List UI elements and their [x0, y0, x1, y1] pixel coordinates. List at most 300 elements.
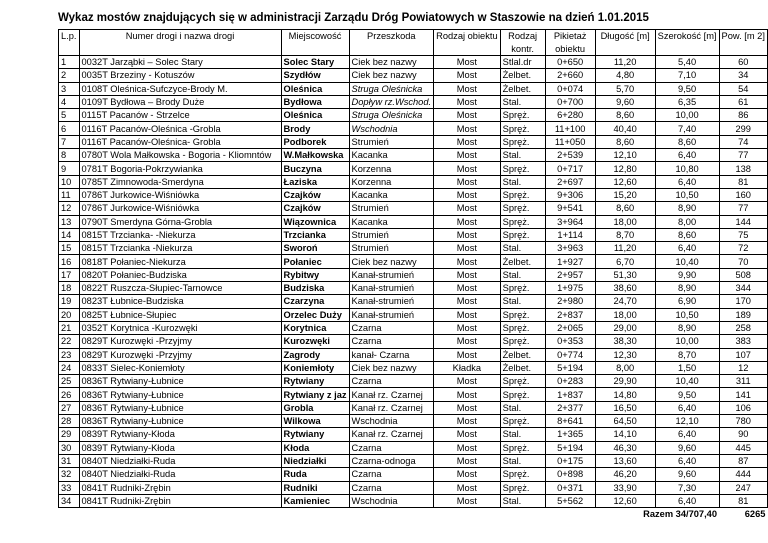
cell-object-type: Most [434, 175, 501, 188]
cell-lp: 9 [59, 162, 80, 175]
cell-width: 8,90 [655, 202, 719, 215]
cell-width: 9,90 [655, 268, 719, 281]
cell-area: 34 [719, 69, 767, 82]
cell-area: 54 [719, 82, 767, 95]
cell-construction-type: Stal. [500, 95, 545, 108]
cell-width: 12,10 [655, 415, 719, 428]
cell-length: 12,10 [595, 149, 655, 162]
cell-length: 13,60 [595, 454, 655, 467]
cell-width: 6,40 [655, 401, 719, 414]
cell-object-type: Most [434, 308, 501, 321]
cell-construction-type: Spręż. [500, 228, 545, 241]
cell-construction-type: Stal. [500, 149, 545, 162]
cell-obstacle: Korzenna [349, 175, 434, 188]
cell-width: 9,60 [655, 441, 719, 454]
cell-length: 18,00 [595, 308, 655, 321]
header-chainage-2: obiektu [545, 43, 595, 56]
table-row [59, 82, 768, 95]
header-obstacle: Przeszkoda [349, 30, 434, 43]
table-row [59, 454, 768, 467]
cell-construction-type: Spręż. [500, 109, 545, 122]
cell-construction-type: Stal. [500, 428, 545, 441]
cell-locality: Rybitwy [281, 268, 349, 281]
table-row [59, 415, 768, 428]
cell-road: 0786T Jurkowice-Wiśniówka [79, 188, 281, 201]
cell-locality: Oleśnica [281, 109, 349, 122]
cell-obstacle: Czarna [349, 441, 434, 454]
cell-area: 141 [719, 388, 767, 401]
cell-width: 10,50 [655, 188, 719, 201]
cell-road: 0833T Sielec-Koniemłoty [79, 361, 281, 374]
cell-obstacle: Czarna [349, 468, 434, 481]
cell-area: 70 [719, 255, 767, 268]
cell-lp: 23 [59, 348, 80, 361]
cell-obstacle: Strumień [349, 242, 434, 255]
cell-width: 5,40 [655, 56, 719, 69]
cell-length: 38,30 [595, 335, 655, 348]
cell-obstacle: Strumień [349, 135, 434, 148]
cell-length: 33,90 [595, 481, 655, 494]
cell-road: 0032T Jarząbki – Solec Stary [79, 56, 281, 69]
cell-construction-type: Stal. [500, 268, 545, 281]
cell-object-type: Most [434, 109, 501, 122]
cell-chainage: 0+898 [545, 468, 595, 481]
cell-obstacle: Wschodnia [349, 494, 434, 507]
cell-construction-type: Żelbet. [500, 361, 545, 374]
cell-lp: 17 [59, 268, 80, 281]
cell-road: 0839T Rytwiany-Kłoda [79, 441, 281, 454]
cell-construction-type: Spręż. [500, 162, 545, 175]
header-width: Szerokość [m] [655, 30, 719, 43]
cell-chainage: 2+697 [545, 175, 595, 188]
cell-chainage: 2+660 [545, 69, 595, 82]
cell-area: 106 [719, 401, 767, 414]
table-row [59, 149, 768, 162]
table-row [59, 162, 768, 175]
cell-area: 87 [719, 454, 767, 467]
cell-length: 8,70 [595, 228, 655, 241]
cell-width: 8,60 [655, 135, 719, 148]
cell-length: 24,70 [595, 295, 655, 308]
cell-obstacle: Kanał rz. Czarnej [349, 388, 434, 401]
cell-locality: Połaniec [281, 255, 349, 268]
cell-locality: Orzelec Duży [281, 308, 349, 321]
cell-object-type: Most [434, 375, 501, 388]
cell-width: 8,60 [655, 228, 719, 241]
cell-length: 14,10 [595, 428, 655, 441]
cell-construction-type: Spręż. [500, 188, 545, 201]
cell-road: 0116T Pacanów-Oleśnica- Grobla [79, 135, 281, 148]
cell-width: 10,00 [655, 335, 719, 348]
cell-length: 12,30 [595, 348, 655, 361]
cell-chainage: 1+837 [545, 388, 595, 401]
cell-road: 0790T Smerdyna Górna-Grobla [79, 215, 281, 228]
cell-chainage: 2+980 [545, 295, 595, 308]
cell-locality: Trzcianka [281, 228, 349, 241]
cell-road: 0820T Połaniec-Budziska [79, 268, 281, 281]
cell-lp: 8 [59, 149, 80, 162]
cell-chainage: 11+050 [545, 135, 595, 148]
cell-road: 0109T Bydłowa – Brody Duże [79, 95, 281, 108]
cell-lp: 12 [59, 202, 80, 215]
cell-construction-type: Żelbet. [500, 348, 545, 361]
cell-object-type: Most [434, 69, 501, 82]
cell-road: 0785T Zimnowoda-Smerdyna [79, 175, 281, 188]
cell-length: 40,40 [595, 122, 655, 135]
cell-width: 10,80 [655, 162, 719, 175]
table-row [59, 135, 768, 148]
cell-object-type: Most [434, 348, 501, 361]
cell-construction-type: Spręż. [500, 122, 545, 135]
cell-locality: Kamieniec [281, 494, 349, 507]
cell-road: 0780T Wola Małkowska - Bogoria - Kliomntów [79, 149, 281, 162]
cell-object-type: Most [434, 95, 501, 108]
cell-object-type: Most [434, 135, 501, 148]
cell-obstacle: Kacanka [349, 188, 434, 201]
cell-lp: 16 [59, 255, 80, 268]
cell-length: 38,60 [595, 282, 655, 295]
cell-obstacle: Ciek bez nazwy [349, 69, 434, 82]
cell-area: 170 [719, 295, 767, 308]
cell-object-type: Most [434, 494, 501, 507]
table-row [59, 242, 768, 255]
table-row [59, 321, 768, 334]
cell-length: 12,60 [595, 175, 655, 188]
cell-chainage: 0+074 [545, 82, 595, 95]
cell-road: 0836T Rytwiany-Łubnice [79, 401, 281, 414]
table-header-row [59, 30, 768, 43]
cell-length: 11,20 [595, 242, 655, 255]
cell-construction-type: Spręż. [500, 282, 545, 295]
cell-area: 138 [719, 162, 767, 175]
cell-obstacle: Kacanka [349, 149, 434, 162]
table-row [59, 428, 768, 441]
cell-width: 6,40 [655, 175, 719, 188]
cell-area: 247 [719, 481, 767, 494]
cell-road: 0823T Łubnice-Budziska [79, 295, 281, 308]
cell-road: 0839T Rytwiany-Kłoda [79, 428, 281, 441]
cell-chainage: 2+957 [545, 268, 595, 281]
table-row [59, 468, 768, 481]
cell-construction-type: Stal. [500, 401, 545, 414]
table-body [59, 56, 768, 508]
cell-construction-type: Spręż. [500, 481, 545, 494]
cell-chainage: 6+280 [545, 109, 595, 122]
cell-chainage: 1+927 [545, 255, 595, 268]
cell-chainage: 0+353 [545, 335, 595, 348]
cell-road: 0836T Rytwiany-Łubnice [79, 415, 281, 428]
cell-object-type: Most [434, 282, 501, 295]
cell-obstacle: Ciek bez nazwy [349, 56, 434, 69]
cell-lp: 20 [59, 308, 80, 321]
cell-length: 12,80 [595, 162, 655, 175]
cell-area: 508 [719, 268, 767, 281]
cell-construction-type: Spręż. [500, 202, 545, 215]
table-row [59, 255, 768, 268]
table-header-row-2 [59, 43, 768, 56]
table-row [59, 202, 768, 215]
cell-length: 51,30 [595, 268, 655, 281]
cell-object-type: Most [434, 295, 501, 308]
cell-obstacle: Kanał-strumień [349, 268, 434, 281]
cell-object-type: Most [434, 321, 501, 334]
cell-area: 86 [719, 109, 767, 122]
table-row [59, 69, 768, 82]
cell-object-type: Kładka [434, 361, 501, 374]
cell-locality: Wilkowa [281, 415, 349, 428]
cell-object-type: Most [434, 242, 501, 255]
header-lp: L.p. [59, 30, 80, 43]
cell-lp: 28 [59, 415, 80, 428]
cell-locality: Brody [281, 122, 349, 135]
cell-area: 77 [719, 202, 767, 215]
cell-construction-type: Spręż. [500, 335, 545, 348]
cell-lp: 24 [59, 361, 80, 374]
cell-length: 11,20 [595, 56, 655, 69]
cell-length: 4,80 [595, 69, 655, 82]
cell-width: 6,40 [655, 149, 719, 162]
cell-locality: Oleśnica [281, 82, 349, 95]
table-row [59, 282, 768, 295]
cell-lp: 25 [59, 375, 80, 388]
cell-chainage: 5+194 [545, 361, 595, 374]
cell-construction-type: Spręż. [500, 441, 545, 454]
cell-lp: 3 [59, 82, 80, 95]
cell-construction-type: Żelbet. [500, 69, 545, 82]
cell-chainage: 0+700 [545, 95, 595, 108]
cell-object-type: Most [434, 268, 501, 281]
cell-object-type: Most [434, 215, 501, 228]
cell-width: 7,10 [655, 69, 719, 82]
header-road: Numer drogi i nazwa drogi [79, 30, 281, 43]
cell-object-type: Most [434, 401, 501, 414]
cell-locality: Szydłów [281, 69, 349, 82]
cell-object-type: Most [434, 481, 501, 494]
cell-locality: Sworoń [281, 242, 349, 255]
cell-width: 9,50 [655, 388, 719, 401]
cell-area: 311 [719, 375, 767, 388]
cell-area: 189 [719, 308, 767, 321]
cell-road: 0829T Kurozwęki -Przyjmy [79, 335, 281, 348]
cell-lp: 5 [59, 109, 80, 122]
cell-chainage: 1+114 [545, 228, 595, 241]
cell-lp: 26 [59, 388, 80, 401]
cell-lp: 4 [59, 95, 80, 108]
cell-road: 0352T Korytnica -Kurozwęki [79, 321, 281, 334]
cell-area: 383 [719, 335, 767, 348]
cell-locality: Czarzyna [281, 295, 349, 308]
total-label: Razem 34/707,40 [643, 509, 718, 520]
cell-width: 6,35 [655, 95, 719, 108]
cell-locality: Kłoda [281, 441, 349, 454]
cell-area: 258 [719, 321, 767, 334]
table-row [59, 175, 768, 188]
cell-locality: Podborek [281, 135, 349, 148]
cell-chainage: 9+306 [545, 188, 595, 201]
cell-area: 72 [719, 242, 767, 255]
cell-construction-type: Żelbet. [500, 82, 545, 95]
cell-length: 8,60 [595, 109, 655, 122]
table-row [59, 348, 768, 361]
table-row [59, 215, 768, 228]
cell-obstacle: Kacanka [349, 215, 434, 228]
cell-locality: Budziska [281, 282, 349, 295]
table-row [59, 188, 768, 201]
cell-lp: 32 [59, 468, 80, 481]
cell-locality: Kurozwęki [281, 335, 349, 348]
cell-obstacle: Czarna [349, 481, 434, 494]
cell-length: 16,50 [595, 401, 655, 414]
cell-width: 6,40 [655, 494, 719, 507]
cell-construction-type: Stal. [500, 295, 545, 308]
table-row [59, 481, 768, 494]
cell-chainage: 5+194 [545, 441, 595, 454]
cell-width: 6,90 [655, 295, 719, 308]
cell-locality: Rytwiany z jaz [281, 388, 349, 401]
cell-length: 8,00 [595, 361, 655, 374]
cell-road: 0825T Łubnice-Słupiec [79, 308, 281, 321]
cell-lp: 10 [59, 175, 80, 188]
cell-lp: 18 [59, 282, 80, 295]
table-row [59, 494, 768, 507]
cell-object-type: Most [434, 441, 501, 454]
cell-locality: Rudniki [281, 481, 349, 494]
cell-construction-type: Spręż. [500, 215, 545, 228]
cell-construction-type: Spręż. [500, 375, 545, 388]
cell-construction-type: Spręż. [500, 321, 545, 334]
cell-road: 0840T Niedziałki-Ruda [79, 468, 281, 481]
cell-object-type: Most [434, 82, 501, 95]
cell-chainage: 8+641 [545, 415, 595, 428]
cell-length: 46,20 [595, 468, 655, 481]
cell-construction-type: Stal. [500, 242, 545, 255]
cell-locality: Solec Stary [281, 56, 349, 69]
cell-length: 8,60 [595, 202, 655, 215]
cell-lp: 21 [59, 321, 80, 334]
cell-chainage: 2+065 [545, 321, 595, 334]
table-row [59, 228, 768, 241]
cell-locality: Ruda [281, 468, 349, 481]
cell-locality: Korytnica [281, 321, 349, 334]
cell-lp: 7 [59, 135, 80, 148]
cell-locality: Rytwiany [281, 428, 349, 441]
cell-locality: Łaziska [281, 175, 349, 188]
cell-object-type: Most [434, 122, 501, 135]
table-row [59, 109, 768, 122]
cell-road: 0786T Jurkowice-Wiśniówka [79, 202, 281, 215]
cell-chainage: 0+717 [545, 162, 595, 175]
cell-area: 81 [719, 175, 767, 188]
cell-construction-type: Spręż. [500, 308, 545, 321]
cell-construction-type: Spręż. [500, 415, 545, 428]
header-construction-type: Rodzaj [500, 30, 545, 43]
cell-chainage: 2+539 [545, 149, 595, 162]
cell-chainage: 3+964 [545, 215, 595, 228]
cell-object-type: Most [434, 428, 501, 441]
table-row [59, 308, 768, 321]
cell-area: 12 [719, 361, 767, 374]
cell-lp: 29 [59, 428, 80, 441]
cell-object-type: Most [434, 415, 501, 428]
cell-road: 0836T Rytwiany-Łubnice [79, 388, 281, 401]
cell-width: 9,60 [655, 468, 719, 481]
cell-object-type: Most [434, 149, 501, 162]
cell-object-type: Most [434, 56, 501, 69]
cell-chainage: 0+650 [545, 56, 595, 69]
cell-width: 8,70 [655, 348, 719, 361]
cell-length: 8,60 [595, 135, 655, 148]
cell-road: 0108T Oleśnica-Sufczyce-Brody M. [79, 82, 281, 95]
cell-object-type: Most [434, 335, 501, 348]
cell-area: 444 [719, 468, 767, 481]
cell-object-type: Most [434, 255, 501, 268]
table-row [59, 401, 768, 414]
cell-object-type: Most [434, 202, 501, 215]
cell-length: 14,80 [595, 388, 655, 401]
cell-road: 0116T Pacanów-Oleśnica -Grobla [79, 122, 281, 135]
cell-area: 144 [719, 215, 767, 228]
table-row [59, 122, 768, 135]
cell-obstacle: Korzenna [349, 162, 434, 175]
cell-road: 0829T Kurozwęki -Przyjmy [79, 348, 281, 361]
cell-lp: 6 [59, 122, 80, 135]
cell-length: 12,60 [595, 494, 655, 507]
cell-road: 0815T Trzcianka -Niekurza [79, 242, 281, 255]
cell-width: 7,40 [655, 122, 719, 135]
cell-construction-type: Spręż. [500, 135, 545, 148]
table-row [59, 295, 768, 308]
cell-obstacle: Struga Oleśnicka [349, 109, 434, 122]
cell-lp: 31 [59, 454, 80, 467]
cell-locality: Czajków [281, 202, 349, 215]
cell-road: 0841T Rudniki-Zrębin [79, 494, 281, 507]
cell-chainage: 11+100 [545, 122, 595, 135]
cell-lp: 15 [59, 242, 80, 255]
cell-lp: 14 [59, 228, 80, 241]
cell-width: 8,90 [655, 282, 719, 295]
cell-road: 0115T Pacanów - Strzelce [79, 109, 281, 122]
cell-width: 6,40 [655, 242, 719, 255]
cell-obstacle: Czarna [349, 335, 434, 348]
cell-width: 8,00 [655, 215, 719, 228]
cell-width: 10,40 [655, 255, 719, 268]
cell-road: 0840T Niedziałki-Ruda [79, 454, 281, 467]
cell-length: 64,50 [595, 415, 655, 428]
cell-construction-type: Stlal.dr [500, 56, 545, 69]
cell-locality: Zagrody [281, 348, 349, 361]
summary-row [59, 508, 768, 521]
cell-object-type: Most [434, 228, 501, 241]
cell-road: 0815T Trzcianka- -Niekurza [79, 228, 281, 241]
cell-obstacle: Kanał-strumień [349, 308, 434, 321]
cell-construction-type: Stal. [500, 175, 545, 188]
cell-area: 445 [719, 441, 767, 454]
table-row [59, 375, 768, 388]
cell-construction-type: Spręż. [500, 468, 545, 481]
cell-area: 74 [719, 135, 767, 148]
cell-lp: 2 [59, 69, 80, 82]
total-area: 6265 [744, 509, 766, 520]
cell-lp: 33 [59, 481, 80, 494]
cell-obstacle: Strumień [349, 202, 434, 215]
cell-length: 6,70 [595, 255, 655, 268]
cell-road: 0818T Połaniec-Niekurza [79, 255, 281, 268]
cell-object-type: Most [434, 454, 501, 467]
cell-area: 60 [719, 56, 767, 69]
cell-road: 0781T Bogoria-Pokrzywianka [79, 162, 281, 175]
cell-obstacle: Kanał rz. Czarnej [349, 428, 434, 441]
table-row [59, 441, 768, 454]
